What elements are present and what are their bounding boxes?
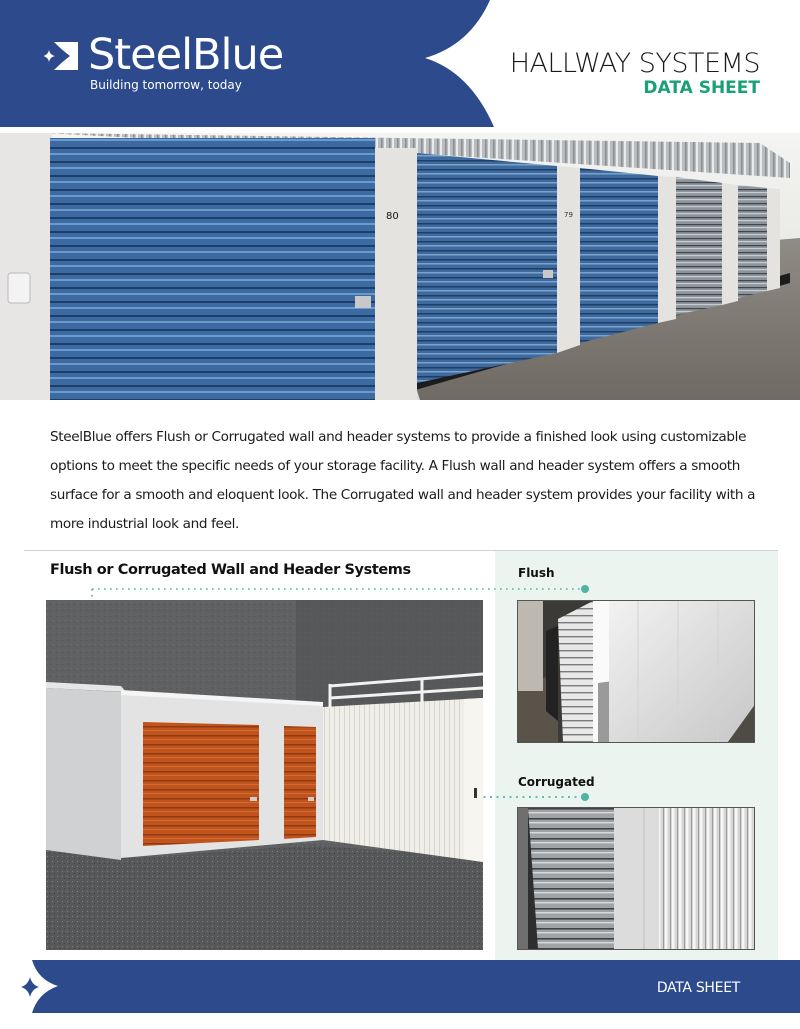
unit-number-80: 80 bbox=[386, 211, 399, 222]
section-title: Flush or Corrugated Wall and Header Systems bbox=[50, 562, 411, 578]
footer-label: DATA SHEET bbox=[656, 980, 740, 996]
flush-photo bbox=[517, 600, 755, 743]
corrugated-callout-dot bbox=[581, 793, 589, 801]
hallway-illustration bbox=[46, 600, 483, 950]
brand-tagline: Building tomorrow, today bbox=[90, 78, 242, 92]
corrugated-photo bbox=[517, 807, 755, 950]
corrugated-label: Corrugated bbox=[518, 775, 595, 789]
unit-number-79: 79 bbox=[564, 211, 573, 219]
flush-label: Flush bbox=[518, 566, 555, 580]
document-subtitle: DATA SHEET bbox=[643, 78, 760, 98]
document-title: HALLWAY SYSTEMS bbox=[509, 48, 760, 79]
brand-name: SteelBlue bbox=[88, 30, 284, 80]
intro-paragraph: SteelBlue offers Flush or Corrugated wall and header systems to provide a finished look using customizable options to meet the specific needs of your storage facility. A Flush wall and header system offers a smooth surface for a smooth and eloquent look. The Corrugated wall and header system provides your facility with a more industrial look and feel. bbox=[50, 429, 756, 532]
flush-callout-dot bbox=[581, 585, 589, 593]
sparkle-icon bbox=[21, 977, 39, 997]
